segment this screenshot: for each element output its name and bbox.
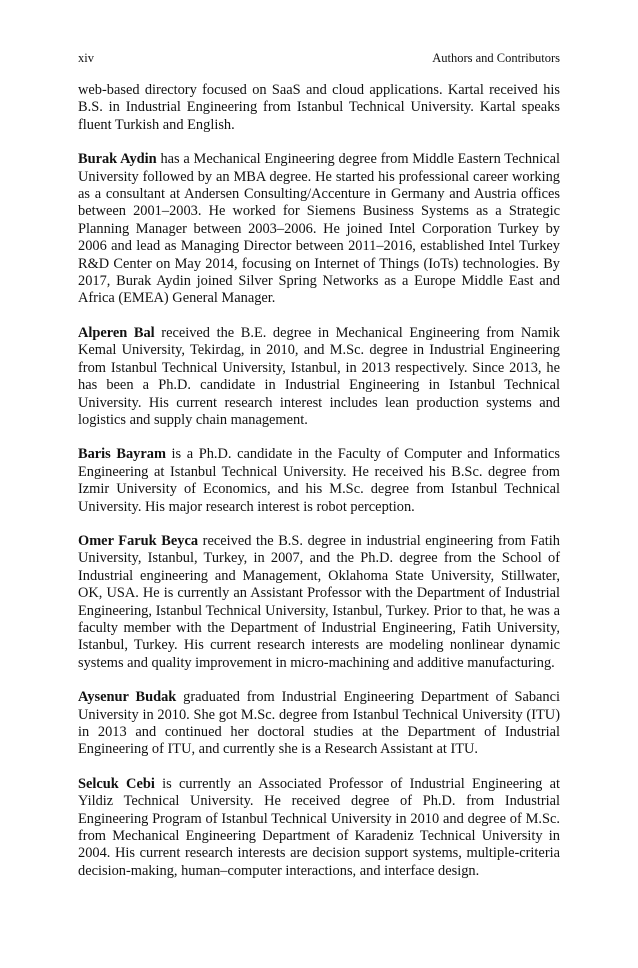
bio-paragraph — [78, 689, 560, 759]
section-title: Authors and Contributors — [432, 51, 560, 65]
author-name: Omer Faruk Beyca — [78, 532, 199, 549]
page-number: xiv — [78, 51, 94, 65]
bio-text: is currently an Associated Professor of Industrial Engineering at Yildiz Technical University. He received degree of Ph.D. from Industrial Engineering Program of Istanbul Technical University in 2010 and degree of M.Sc. from Mechanical Engineering Department of Karadeniz Technical University in 2004. His current research interests are decision support systems, multiple-criteria decision-making, human–computer interactions, and interface design. — [78, 775, 560, 879]
bio-paragraph — [78, 151, 560, 308]
bio-paragraph — [78, 533, 560, 672]
bio-paragraph — [78, 446, 560, 516]
author-name: Burak Aydin — [78, 151, 157, 168]
author-name: Aysenur Budak — [78, 689, 177, 706]
bio-paragraph — [78, 325, 560, 429]
page-body — [78, 82, 560, 897]
bio-text: received the B.E. degree in Mechanical Engineering from Namik Kemal University, Tekirdag, in 2010, and M.Sc. degree in Industrial Engineering from Istanbul Technical University, Istanbul, in 2013 respectively. Since 2013, he has been a Ph.D. candidate in Industrial Engineering in Istanbul Technical University. His current research interest includes lean production systems and logistics and supply chain management. — [78, 324, 560, 428]
bio-paragraph — [78, 776, 560, 880]
bio-text: has a Mechanical Engineering degree from Middle Eastern Technical University followed by an MBA degree. He started his professional career working as a consultant at Andersen Consulting/Accenture in Germany and Austria offices between 2001–2003. He worked for Siemens Business Systems as a Strategic Planning Manager between 2003–2006. He joined Intel Corporation Turkey by 2006 and lead as Managing Director between 2011–2016, established Intel Turkey R&D Center on May 2014, focusing on Internet of Things (IoTs) technologies. By 2017, Burak Aydin joined Silver Spring Networks as a Europe Middle East and Africa (EMEA) General Manager. — [78, 151, 561, 307]
bio-text: graduated from Industrial Engineering Department of Sabanci University in 2010. She got M.Sc. degree from Istanbul Technical University (ITU) in 2013 and continued her doctoral studies at the Department of Industrial Engineering of ITU, and currently she is a Research Assistant at ITU. — [78, 689, 560, 758]
continuation-paragraph: web-based directory focused on SaaS and cloud applications. Kartal received his B.S. in Industrial Engineering from Istanbul Technical University. Kartal speaks fluent Turkish and English. — [78, 82, 560, 133]
author-name: Alperen Bal — [78, 324, 155, 341]
bio-text: is a Ph.D. candidate in the Faculty of Computer and Informatics Engineering at Istanbul Technical University. He received his B.Sc. degree from Izmir University of Economics, and his M.Sc. degree from Istanbul Technical University. His major research interest is robot perception. — [78, 446, 560, 515]
author-name: Selcuk Cebi — [78, 775, 155, 792]
author-name: Baris Bayram — [78, 446, 166, 463]
running-head — [78, 50, 560, 66]
bio-text: received the B.S. degree in industrial engineering from Fatih University, Istanbul, Turkey, in 2007, and the Ph.D. degree from the School of Industrial engineering and Management, Oklahoma State University, Stillwater, OK, USA. He is currently an Assistant Professor with the Department of Industrial Engineering, Istanbul Technical University, Istanbul, Turkey. Prior to that, he was a faculty member with the Department of Industrial Engineering, Fatih University, Istanbul, Turkey. His current research interests are modeling nonlinear dynamic systems and quality improvement in micro-machining and additive manufacturing. — [78, 532, 560, 671]
